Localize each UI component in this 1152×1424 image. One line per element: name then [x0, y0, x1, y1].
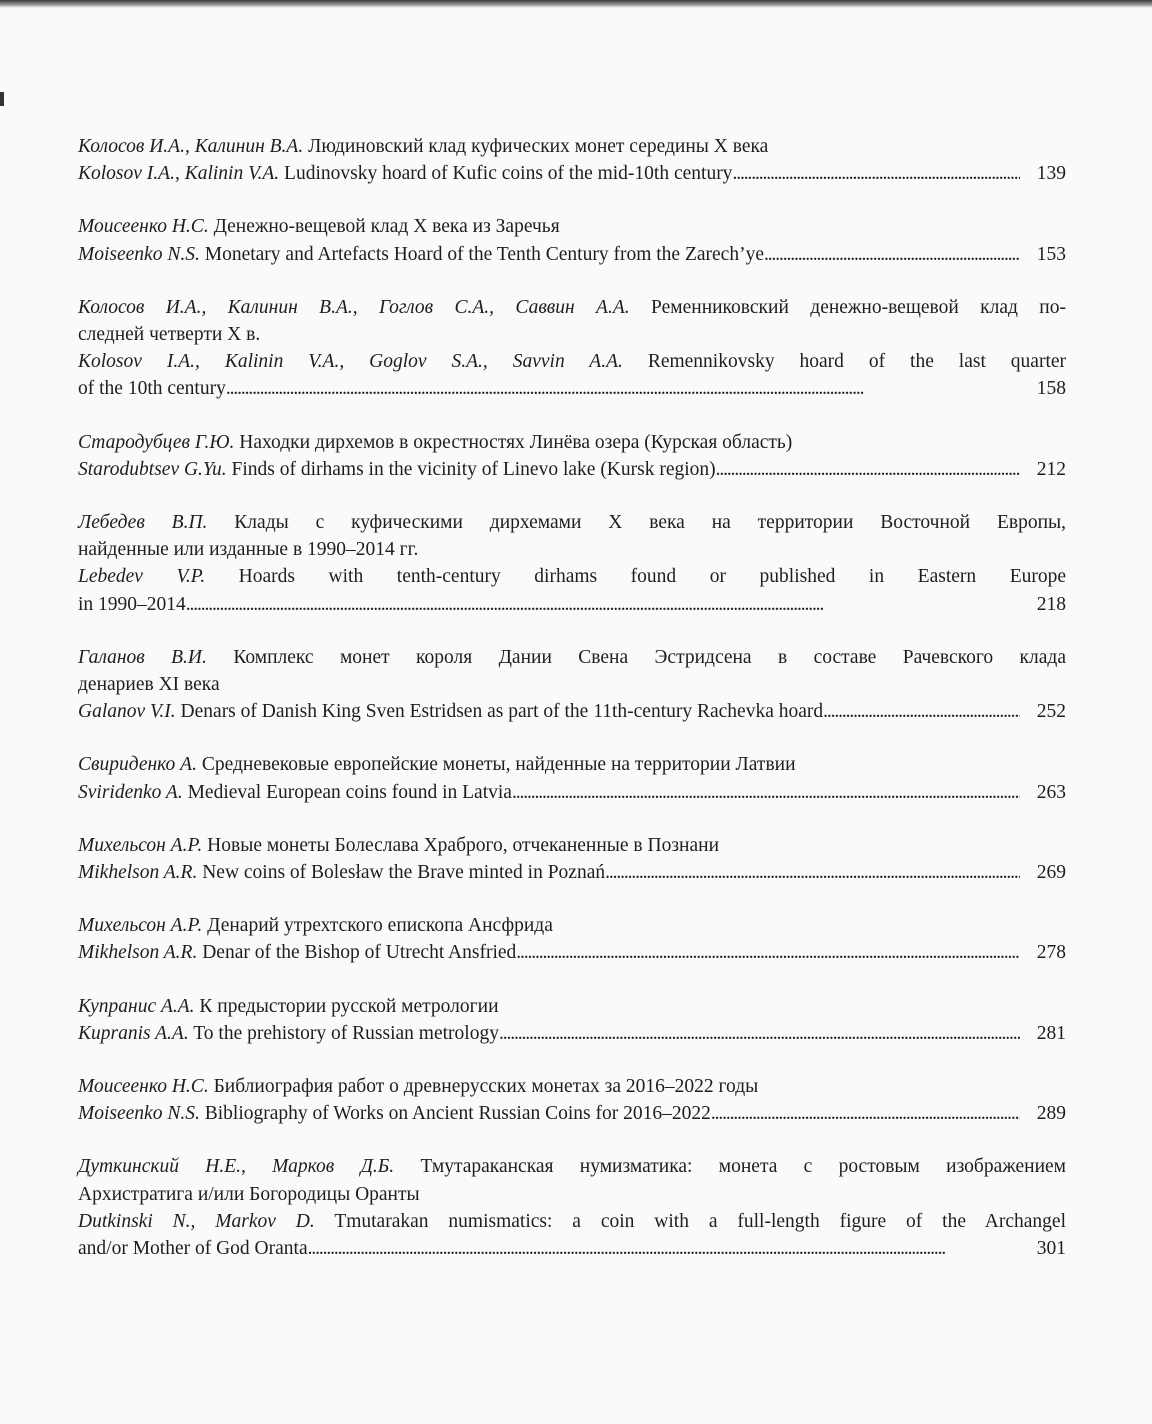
- ru-line: [78, 133, 1066, 160]
- en-authors: Dutkinski N., Markov D.: [78, 1210, 315, 1232]
- ru-authors: Колосов И.А., Калинин В.А.: [78, 136, 304, 157]
- dot-leader: [764, 241, 1020, 268]
- ru-authors: Дуткинский Н.Е., Марков Д.Б.: [78, 1156, 395, 1178]
- en-line: [78, 160, 1066, 187]
- ru-title: Новые монеты Болеслава Храброго, отчеканенные в Познани: [207, 834, 720, 856]
- en-authors: Sviridenko A.: [78, 781, 183, 803]
- page-number[interactable]: 263: [1036, 781, 1066, 803]
- toc-entry[interactable]: [78, 294, 1066, 403]
- ru-title-cont: денариев XI века: [78, 674, 220, 696]
- en-title: Denars of Danish King Sven Estridsen as part of the 11th-century Rachevka hoard: [180, 701, 824, 723]
- ru-title: Находки дирхемов в окрестностях Линёва озера (Курская область): [239, 431, 793, 453]
- ru-authors: Колосов И.А., Калинин В.А., Гоглов С.А., Саввин А.А.: [78, 296, 630, 318]
- en-line: [78, 1020, 1066, 1047]
- ru-line-cont: [78, 1181, 1066, 1208]
- en-authors: Lebedev V.P.: [78, 566, 206, 588]
- en-line: [78, 563, 1066, 590]
- ru-title-cont: найденные или изданные в 1990–2014 гг.: [78, 539, 419, 561]
- toc-entry[interactable]: [78, 213, 1066, 267]
- ru-title: Денежно-вещевой клад X века из Заречья: [213, 216, 560, 238]
- ru-authors: Моисеенко Н.С.: [78, 216, 209, 238]
- dot-leader: [512, 779, 1020, 806]
- en-title-cont: and/or Mother of God Oranta: [78, 1238, 308, 1260]
- toc-entry[interactable]: [78, 429, 1066, 483]
- toc-entry[interactable]: [78, 1153, 1066, 1262]
- ru-title-cont: Архистратига и/или Богородицы Оранты: [78, 1183, 420, 1205]
- ru-authors: Лебедев В.П.: [78, 512, 208, 534]
- ru-line: [78, 294, 1066, 321]
- en-title: Monetary and Artefacts Hoard of the Tenth Century from the Zarech’ye: [204, 243, 764, 265]
- dot-leader: [823, 698, 1020, 725]
- en-authors: Kupranis A.A.: [78, 1022, 189, 1044]
- ru-title: Тмутараканская нумизматика: монета с ростовым изображением: [420, 1156, 1066, 1178]
- ru-authors: Михельсон А.Р.: [78, 915, 203, 937]
- en-line: [78, 779, 1066, 806]
- dot-leader: [711, 1100, 1020, 1127]
- page-number[interactable]: 269: [1036, 862, 1066, 884]
- table-of-contents: [78, 133, 1066, 1288]
- en-line-cont: [78, 375, 1066, 402]
- toc-entry[interactable]: [78, 751, 1066, 805]
- ru-authors: Стародубцев Г.Ю.: [78, 431, 235, 453]
- ru-line: [78, 993, 1066, 1020]
- scan-margin-mark: [0, 92, 4, 106]
- ru-authors: Моисеенко Н.С.: [78, 1076, 209, 1098]
- en-title: New coins of Bolesław the Brave minted in Poznań: [202, 862, 606, 884]
- ru-line: [78, 429, 1066, 456]
- page-number[interactable]: 153: [1036, 243, 1066, 265]
- dot-leader: [186, 591, 1020, 618]
- en-authors: Galanov V.I.: [78, 701, 176, 723]
- page-number[interactable]: 218: [1036, 593, 1066, 615]
- en-authors: Moiseenko N.S.: [78, 1103, 200, 1125]
- en-title: Remennikovsky hoard of the last quarter: [647, 351, 1067, 373]
- dot-leader: [716, 456, 1020, 483]
- dot-leader: [226, 375, 1020, 402]
- en-authors: Kolosov I.A., Kalinin V.A.: [78, 163, 280, 185]
- ru-title: Библиография работ о древнерусских монетах за 2016–2022 годы: [213, 1076, 759, 1098]
- ru-title: Денарий утрехтского епископа Ансфрида: [207, 915, 553, 937]
- en-title: To the prehistory of Russian metrology: [193, 1022, 499, 1044]
- ru-line: [78, 509, 1066, 536]
- ru-title: Средневековые европейские монеты, найденные на территории Латвии: [201, 754, 796, 776]
- en-title-cont: of the 10th century: [78, 378, 226, 400]
- ru-title: Людиновский клад куфических монет середины X века: [308, 136, 769, 157]
- en-title: Bibliography of Works on Ancient Russian Coins for 2016–2022: [204, 1103, 711, 1125]
- en-title: Hoards with tenth-century dirhams found or published in Eastern Europe: [238, 566, 1067, 588]
- en-authors: Mikhelson A.R.: [78, 862, 198, 884]
- page-number[interactable]: 252: [1036, 701, 1066, 723]
- page-number[interactable]: 281: [1036, 1022, 1066, 1044]
- en-authors: Mikhelson A.R.: [78, 942, 198, 964]
- ru-line: [78, 644, 1066, 671]
- en-line: [78, 241, 1066, 268]
- dot-leader: [605, 859, 1020, 886]
- page-number[interactable]: 278: [1036, 942, 1066, 964]
- toc-entry[interactable]: [78, 912, 1066, 966]
- en-line: [78, 1100, 1066, 1127]
- en-authors: Moiseenko N.S.: [78, 243, 200, 265]
- en-title-cont: in 1990–2014: [78, 593, 186, 615]
- toc-entry[interactable]: [78, 1073, 1066, 1127]
- en-title: Tmutarakan numismatics: a coin with a full-length figure of the Archangel: [334, 1210, 1067, 1232]
- ru-line-cont: [78, 671, 1066, 698]
- ru-title: Клады с куфическими дирхемами X века на территории Восточной Европы,: [234, 512, 1067, 534]
- en-line-cont: [78, 591, 1066, 618]
- ru-line: [78, 1153, 1066, 1180]
- ru-line: [78, 751, 1066, 778]
- scan-top-edge: [0, 0, 1152, 8]
- en-title: Denar of the Bishop of Utrecht Ansfried: [202, 942, 517, 964]
- en-authors: Kolosov I.A., Kalinin V.A., Goglov S.A., Savvin A.A.: [78, 351, 623, 373]
- ru-line: [78, 213, 1066, 240]
- toc-entry[interactable]: [78, 133, 1066, 187]
- ru-title: Комплекс монет короля Дании Свена Эстридсена в составе Рачевского клада: [233, 646, 1066, 668]
- page-number[interactable]: 212: [1036, 458, 1066, 480]
- en-line: [78, 939, 1066, 966]
- ru-authors: Галанов В.И.: [78, 646, 207, 668]
- ru-authors: Свириденко А.: [78, 754, 197, 776]
- dot-leader: [499, 1020, 1020, 1047]
- en-line: [78, 456, 1066, 483]
- page-number[interactable]: 289: [1036, 1103, 1066, 1125]
- page-number[interactable]: 301: [1036, 1238, 1066, 1260]
- ru-title-cont: следней четверти X в.: [78, 324, 261, 346]
- dot-leader: [516, 939, 1020, 966]
- ru-title: Ременниковский денежно-вещевой клад по-: [651, 296, 1066, 318]
- en-line: [78, 348, 1066, 375]
- toc-entry[interactable]: [78, 644, 1066, 726]
- ru-line: [78, 832, 1066, 859]
- en-line: [78, 859, 1066, 886]
- toc-entry[interactable]: [78, 993, 1066, 1047]
- ru-title: К предыстории русской метрологии: [199, 995, 499, 1017]
- page-number[interactable]: 139: [1036, 163, 1066, 185]
- toc-entry[interactable]: [78, 509, 1066, 618]
- en-line: [78, 698, 1066, 725]
- ru-line: [78, 912, 1066, 939]
- ru-line: [78, 1073, 1066, 1100]
- en-line-cont: [78, 1235, 1066, 1262]
- en-title: Ludinovsky hoard of Kufic coins of the mid-10th century: [284, 163, 733, 185]
- ru-authors: Михельсон А.Р.: [78, 834, 203, 856]
- ru-authors: Купранис А.А.: [78, 995, 195, 1017]
- ru-line-cont: [78, 321, 1066, 348]
- en-title: Medieval European coins found in Latvia: [187, 781, 512, 803]
- en-line: [78, 1208, 1066, 1235]
- ru-line-cont: [78, 536, 1066, 563]
- toc-entry[interactable]: [78, 832, 1066, 886]
- dot-leader: [308, 1235, 1020, 1262]
- en-authors: Starodubtsev G.Yu.: [78, 458, 227, 480]
- en-title: Finds of dirhams in the vicinity of Linevo lake (Kursk region): [231, 458, 716, 480]
- page-number[interactable]: 158: [1036, 378, 1066, 400]
- dot-leader: [732, 160, 1020, 187]
